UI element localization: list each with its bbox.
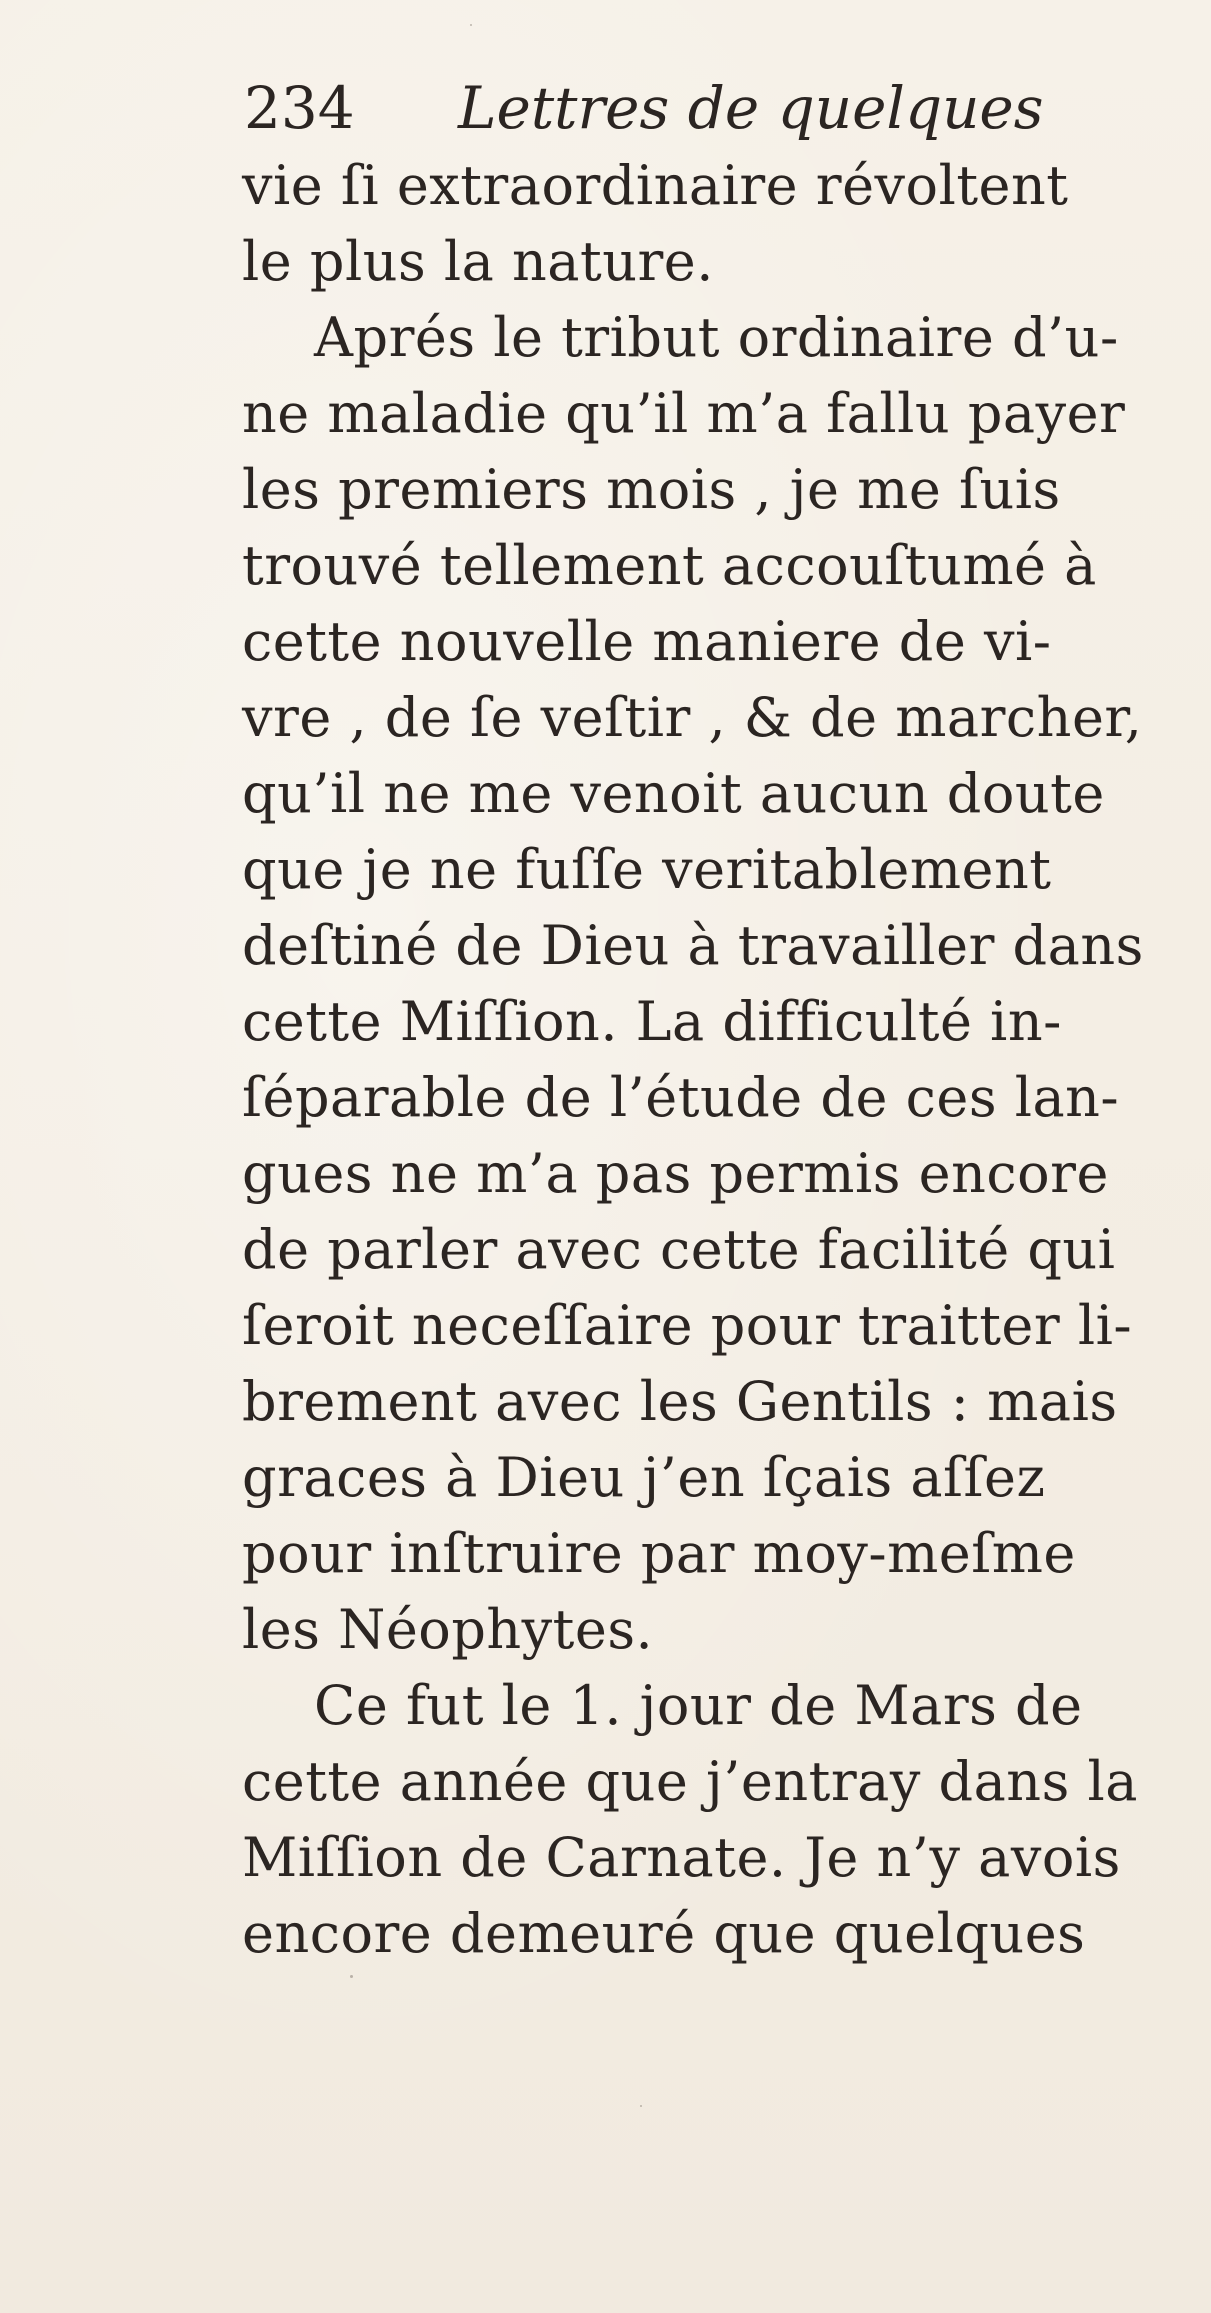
paper-speck: [470, 24, 472, 26]
text-line: trouvé tellement accouſtumé à: [242, 534, 1097, 597]
running-title: Lettres de quelques: [458, 74, 1044, 142]
text-line: gues ne m’a pas permis encore: [242, 1142, 1109, 1205]
text-line: ne maladie qu’il m’a fallu payer: [242, 382, 1126, 445]
text-line: cette Miſſion. La difficulté in-: [242, 990, 1062, 1053]
text-line: qu’il ne me venoit aucun doute: [242, 762, 1105, 825]
text-line: vre , de ſe veſtir , & de marcher,: [242, 686, 1143, 749]
text-line: cette année que j’entray dans la: [242, 1750, 1138, 1813]
page-number: 234: [244, 74, 355, 142]
text-line: vie ſi extraordinaire révoltent: [242, 154, 1069, 217]
text-line: graces à Dieu j’en ſçais aſſez: [242, 1446, 1046, 1509]
text-line: pour inſtruire par moy-meſme: [242, 1522, 1076, 1585]
text-line: cette nouvelle maniere de vi-: [242, 610, 1052, 673]
paper-speck: [350, 1975, 353, 1978]
page-header: [244, 68, 1064, 148]
text-line: Miſſion de Carnate. Je n’y avois: [242, 1826, 1121, 1889]
text-line: le plus la nature.: [242, 230, 714, 293]
paper-speck: [640, 2105, 642, 2107]
text-line: ſéparable de l’étude de ces lan-: [242, 1066, 1120, 1129]
text-line: Ce fut le 1. jour de Mars de: [314, 1674, 1083, 1737]
text-line: les Néophytes.: [242, 1598, 654, 1661]
text-line: de parler avec cette facilité qui: [242, 1218, 1116, 1281]
text-line: brement avec les Gentils : mais: [242, 1370, 1118, 1433]
text-line: les premiers mois , je me ſuis: [242, 458, 1061, 521]
text-line: encore demeuré que quelques: [242, 1902, 1086, 1965]
text-line: Aprés le tribut ordinaire d’u-: [314, 306, 1119, 369]
text-line: que je ne fuſſe veritablement: [242, 838, 1052, 901]
text-line: ſeroit neceſſaire pour traitter li-: [242, 1294, 1133, 1357]
text-line: deſtiné de Dieu à travailler dans: [242, 914, 1144, 977]
